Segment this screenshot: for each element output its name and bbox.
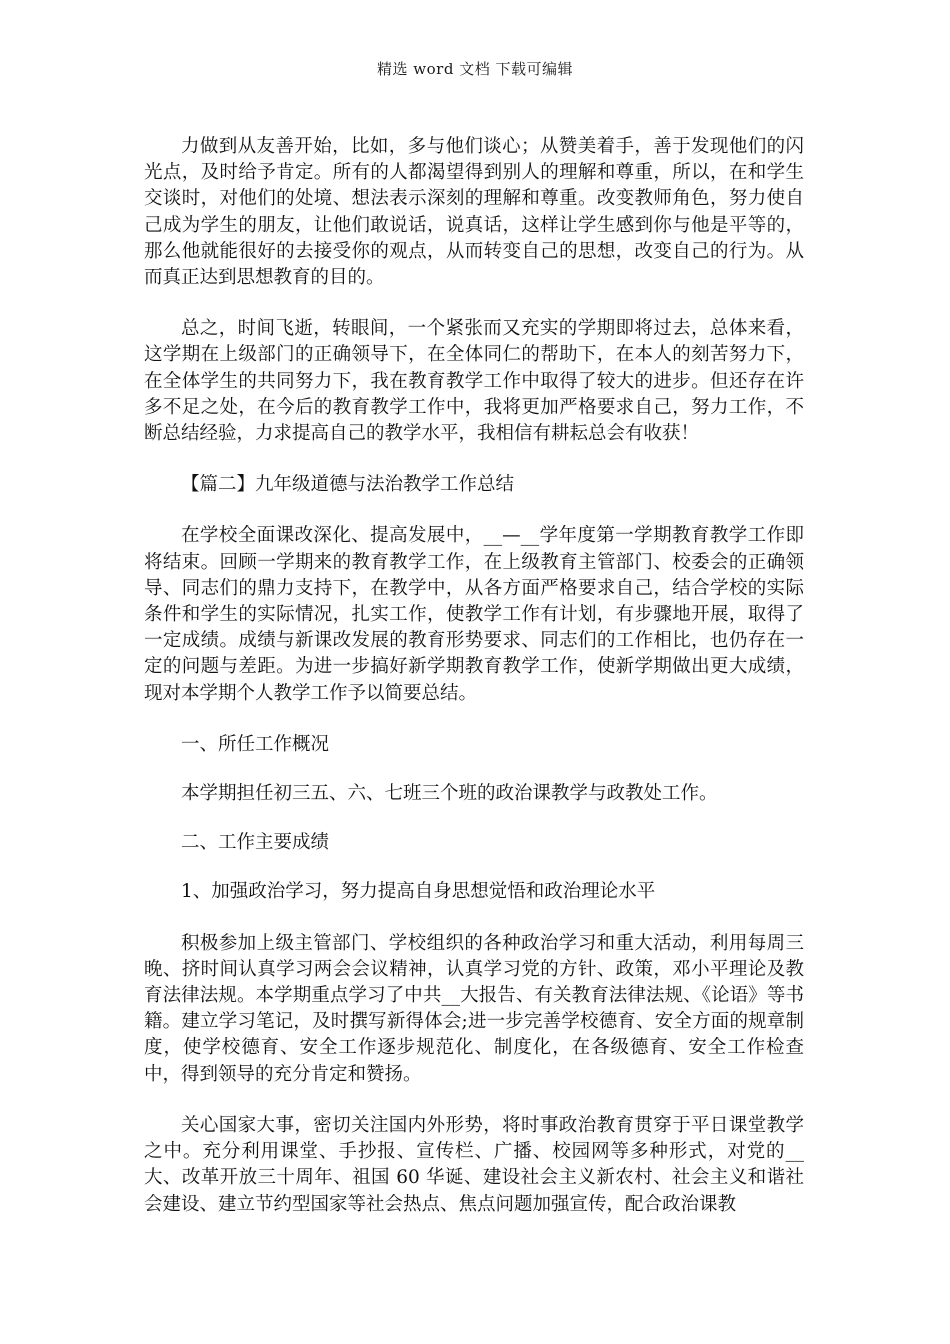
heading-main-achievements: 二、工作主要成绩 <box>181 832 330 854</box>
heading-work-overview: 一、所任工作概况 <box>181 733 330 755</box>
paragraph-work-overview: 本学期担任初三五、六、七班三个班的政治课教学与政教处工作。 <box>181 783 718 805</box>
paragraph-intro: 在学校全面课改深化、提高发展中，__—__学年度第一学期教育教学工作即将结束。回顾一学期来的教育教学工作，在上级教育主管部门、校委会的正确领导、同志们的鼎力支持下，在教学中，从各方面严格要求自己，结合学校的实际条件和学生的实际情况，扎实工作，使教学工作有计划，有步骤地开展，取得了一定成绩。成绩与新课改发展的教育形势要求、同志们的工作相比，也仍存在一定的问题与差距。为进一步搞好新学期教育教学工作，使新学期做出更大成绩，现对本学期个人教学工作予以简要总结。 <box>144 525 804 704</box>
page-header: 精选 word 文档 下载可编辑 <box>377 60 573 78</box>
paragraph-political-study: 积极参加上级主管部门、学校组织的各种政治学习和重大活动，利用每周三晚、挤时间认真学习两会会议精神，认真学习党的方针、政策，邓小平理论及教育法律法规。本学期重点学习了中共__大报告、有关教育法律法规、《论语》等书籍。建立学习笔记，及时撰写新得体会;进一步完善学校德育、安全方面的规章制度，使学校德育、安全工作逐步规范化、制度化，在各级德育、安全工作检查中，得到领导的充分肯定和赞扬。 <box>144 932 804 1085</box>
section-title: 【篇二】九年级道德与法治教学工作总结 <box>181 474 515 496</box>
subheading-political-study: 1、加强政治学习，努力提高自身思想觉悟和政治理论水平 <box>181 881 656 903</box>
document-body <box>144 134 804 1218</box>
paragraph-current-affairs: 关心国家大事，密切关注国内外形势，将时事政治教育贯穿于平日课堂教学之中。充分利用课堂、手抄报、宣传栏、广播、校园网等多种形式，对党的__大、改革开放三十周年、祖国 60 华诞、建设社会主义新农村、社会主义和谐社会建设、建立节约型国家等社会热点、焦点问题加强宣传，配合政治课教 <box>144 1114 804 1215</box>
paragraph-continuation: 力做到从友善开始，比如，多与他们谈心；从赞美着手，善于发现他们的闪光点，及时给予肯定。所有的人都渴望得到别人的理解和尊重，所以，在和学生交谈时，对他们的处境、想法表示深刻的理解和尊重。改变教师角色，努力使自己成为学生的朋友，让他们敢说话，说真话，这样让学生感到你与他是平等的，那么他就能很好的去接受你的观点，从而转变自己的思想，改变自己的行为。从而真正达到思想教育的目的。 <box>144 136 804 289</box>
paragraph-conclusion: 总之，时间飞逝，转眼间，一个紧张而又充实的学期即将过去，总体来看，这学期在上级部门的正确领导下，在全体同仁的帮助下，在本人的刻苦努力下，在全体学生的共同努力下，我在教育教学工作中取得了较大的进步。但还存在许多不足之处，在今后的教育教学工作中，我将更加严格要求自己，努力工作，不断总结经验，力求提高自己的教学水平，我相信有耕耘总会有收获！ <box>144 318 804 445</box>
